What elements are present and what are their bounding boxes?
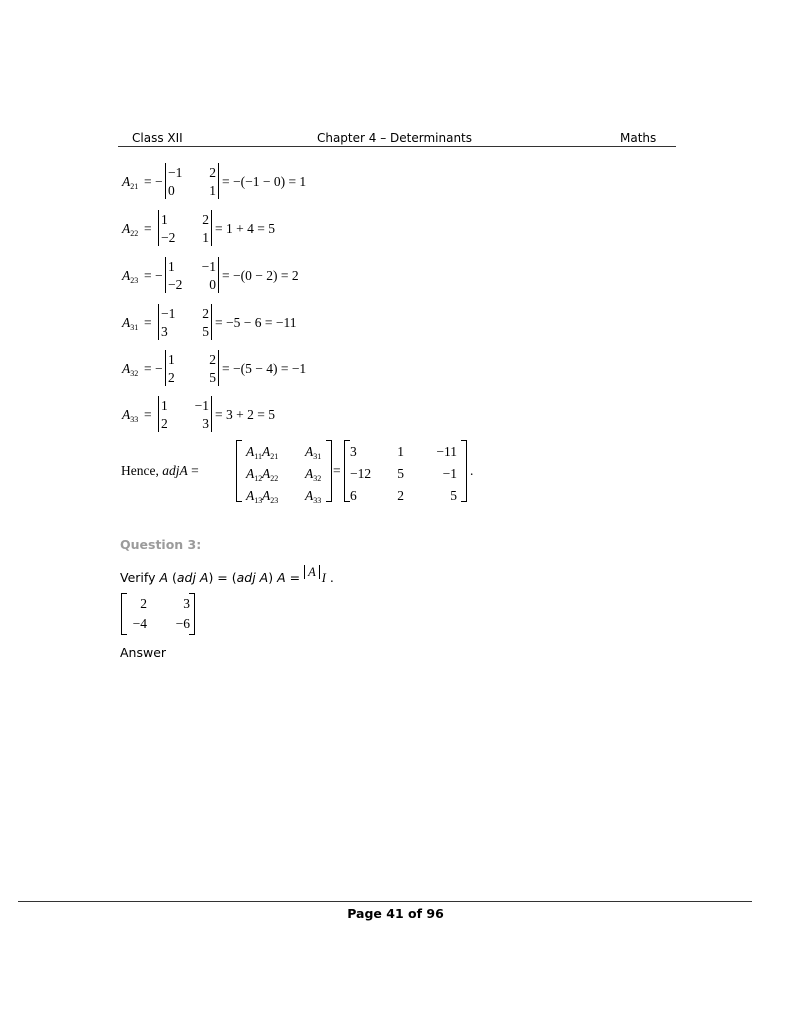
- determinant-entry: 1: [168, 352, 175, 367]
- question-matrix-left-bracket: [121, 593, 127, 635]
- cofactor-matrix-entry: [262, 465, 278, 487]
- verify-adj2: adj A: [236, 570, 269, 585]
- value-matrix-entry: −1: [442, 466, 457, 481]
- cofactor-label: [122, 267, 138, 289]
- value-matrix-entry: −12: [350, 466, 372, 481]
- entry-sub: 13: [254, 496, 263, 505]
- determinant-entry: 2: [168, 370, 175, 385]
- entry-name: A: [262, 466, 271, 481]
- determinant-entry: −1: [161, 306, 176, 321]
- cofactor-matrix-entry: [246, 487, 262, 509]
- cofactor-prefix: =: [144, 315, 152, 330]
- cofactor-prefix: = −: [144, 174, 163, 189]
- determinant-entry: 3: [202, 416, 209, 431]
- cofactor-result: = 1 + 4 = 5: [215, 221, 275, 236]
- entry-sub: 21: [270, 452, 279, 461]
- cofactor-name: A: [122, 361, 131, 376]
- determinant: [165, 163, 219, 199]
- determinant-entry: 2: [202, 306, 209, 321]
- footer-divider: [18, 901, 752, 902]
- determinant-entry: −1: [201, 259, 216, 274]
- entry-name: A: [246, 488, 255, 503]
- determinant-entry: −2: [168, 277, 183, 292]
- cofactor-label: [122, 173, 138, 195]
- entry-sub: 22: [270, 474, 279, 483]
- cofactor-result: = −(5 − 4) = −1: [222, 361, 307, 376]
- entry-name: A: [305, 466, 314, 481]
- determinant-entry: 1: [202, 230, 209, 245]
- adjoint-intro: [121, 462, 199, 479]
- entry-name: A: [305, 444, 314, 459]
- verify-adj1: adj A: [176, 570, 209, 585]
- determinant-entry: 1: [209, 183, 216, 198]
- determinant-entry: 3: [161, 324, 168, 339]
- identity-symbol: I: [321, 571, 326, 585]
- cofactor-matrix-entry: [262, 487, 278, 509]
- adj-equals: =: [191, 463, 199, 478]
- cofactor-sub: 21: [130, 182, 139, 191]
- cofactor-result: = −5 − 6 = −11: [215, 315, 297, 330]
- entry-sub: 32: [313, 474, 322, 483]
- cofactor-sub: 33: [130, 415, 139, 424]
- determinant-entry: 0: [209, 277, 216, 292]
- cofactor-matrix-entry: [246, 465, 262, 487]
- page-number: Page 41 of 96: [347, 906, 444, 921]
- cofactor-name: A: [122, 268, 131, 283]
- entry-sub: 31: [313, 452, 322, 461]
- determinant-entry: 1: [161, 212, 168, 227]
- determinant-entry: 0: [168, 183, 175, 198]
- cofactor-result: = −(0 − 2) = 2: [222, 268, 299, 283]
- cofactor-matrix-entry: [262, 443, 278, 465]
- verify-mid1: (: [168, 570, 177, 585]
- determinant-entry: −2: [161, 230, 176, 245]
- determinant: [158, 210, 212, 246]
- cofactor-matrix-entry: [305, 465, 321, 487]
- cofactor-label: [122, 406, 138, 428]
- value-matrix-entry: 5: [450, 488, 457, 503]
- question-matrix-entry: −4: [132, 616, 147, 631]
- cofactor-prefix: = −: [144, 361, 163, 376]
- entry-sub: 23: [270, 496, 279, 505]
- verify-eq: =: [285, 570, 305, 585]
- cofactor-sub: 31: [130, 323, 139, 332]
- header-divider: [118, 146, 676, 147]
- header-chapter: Chapter 4 – Determinants: [316, 131, 473, 145]
- entry-sub: 33: [313, 496, 322, 505]
- cofactor-sub: 23: [130, 276, 139, 285]
- cofactor-matrix-entry: [246, 443, 262, 465]
- det-a: A: [304, 565, 320, 579]
- cofactor-name: A: [122, 407, 131, 422]
- verify-period: .: [325, 570, 334, 585]
- cofactor-matrix-right-bracket: [326, 440, 332, 502]
- adj-equals-2: =: [333, 463, 341, 478]
- verify-statement: [120, 565, 334, 586]
- cofactor-label: [122, 360, 138, 382]
- value-matrix-right-bracket: [461, 440, 467, 502]
- cofactor-sub: 32: [130, 369, 139, 378]
- adj-end-period: .: [470, 463, 474, 478]
- value-matrix-entry: 1: [397, 444, 404, 459]
- determinant: [158, 396, 212, 432]
- adj-symbol: adjA: [162, 463, 188, 478]
- verify-mid3: ): [268, 570, 278, 585]
- cofactor-prefix: = −: [144, 268, 163, 283]
- question-matrix-entry: 3: [183, 596, 190, 611]
- value-matrix-entry: 2: [397, 488, 404, 503]
- determinant-entry: 5: [209, 370, 216, 385]
- header-class: Class XII: [132, 131, 183, 145]
- question-matrix-entry: −6: [175, 616, 190, 631]
- entry-name: A: [305, 488, 314, 503]
- determinant-entry: 5: [202, 324, 209, 339]
- question-matrix-right-bracket: [189, 593, 195, 635]
- cofactor-result: = 3 + 2 = 5: [215, 407, 275, 422]
- verify-a2: A: [277, 570, 286, 585]
- entry-name: A: [262, 488, 271, 503]
- cofactor-name: A: [122, 174, 131, 189]
- cofactor-label: [122, 314, 138, 336]
- hence-text: Hence,: [121, 463, 159, 478]
- value-matrix-entry: 3: [350, 444, 357, 459]
- cofactor-matrix-entry: [305, 487, 321, 509]
- determinant: [158, 304, 212, 340]
- verify-mid2: ) = (: [208, 570, 237, 585]
- determinant-entry: 2: [209, 352, 216, 367]
- value-matrix-entry: 5: [397, 466, 404, 481]
- cofactor-name: A: [122, 315, 131, 330]
- verify-a1: A: [159, 570, 168, 585]
- determinant-entry: 1: [168, 259, 175, 274]
- determinant: [165, 350, 219, 386]
- entry-sub: 12: [254, 474, 263, 483]
- determinant-entry: 2: [209, 165, 216, 180]
- answer-label: Answer: [120, 645, 167, 660]
- cofactor-prefix: =: [144, 221, 152, 236]
- determinant-entry: −1: [168, 165, 183, 180]
- cofactor-matrix-entry: [305, 443, 321, 465]
- entry-name: A: [246, 466, 255, 481]
- entry-sub: 11: [254, 452, 262, 461]
- value-matrix-entry: −11: [436, 444, 457, 459]
- cofactor-sub: 22: [130, 229, 139, 238]
- determinant-entry: 1: [161, 398, 168, 413]
- entry-name: A: [262, 444, 271, 459]
- determinant-entry: −1: [194, 398, 209, 413]
- cofactor-matrix-left-bracket: [236, 440, 242, 502]
- determinant: [165, 257, 219, 293]
- entry-name: A: [246, 444, 255, 459]
- header-subject: Maths: [620, 131, 657, 145]
- question-title: Question 3:: [120, 537, 202, 552]
- cofactor-name: A: [122, 221, 131, 236]
- determinant-entry: 2: [202, 212, 209, 227]
- verify-prefix: Verify: [120, 570, 160, 585]
- cofactor-prefix: =: [144, 407, 152, 422]
- determinant-entry: 2: [161, 416, 168, 431]
- question-matrix-entry: 2: [140, 596, 147, 611]
- cofactor-label: [122, 220, 138, 242]
- value-matrix-entry: 6: [350, 488, 357, 503]
- cofactor-result: = −(−1 − 0) = 1: [222, 174, 307, 189]
